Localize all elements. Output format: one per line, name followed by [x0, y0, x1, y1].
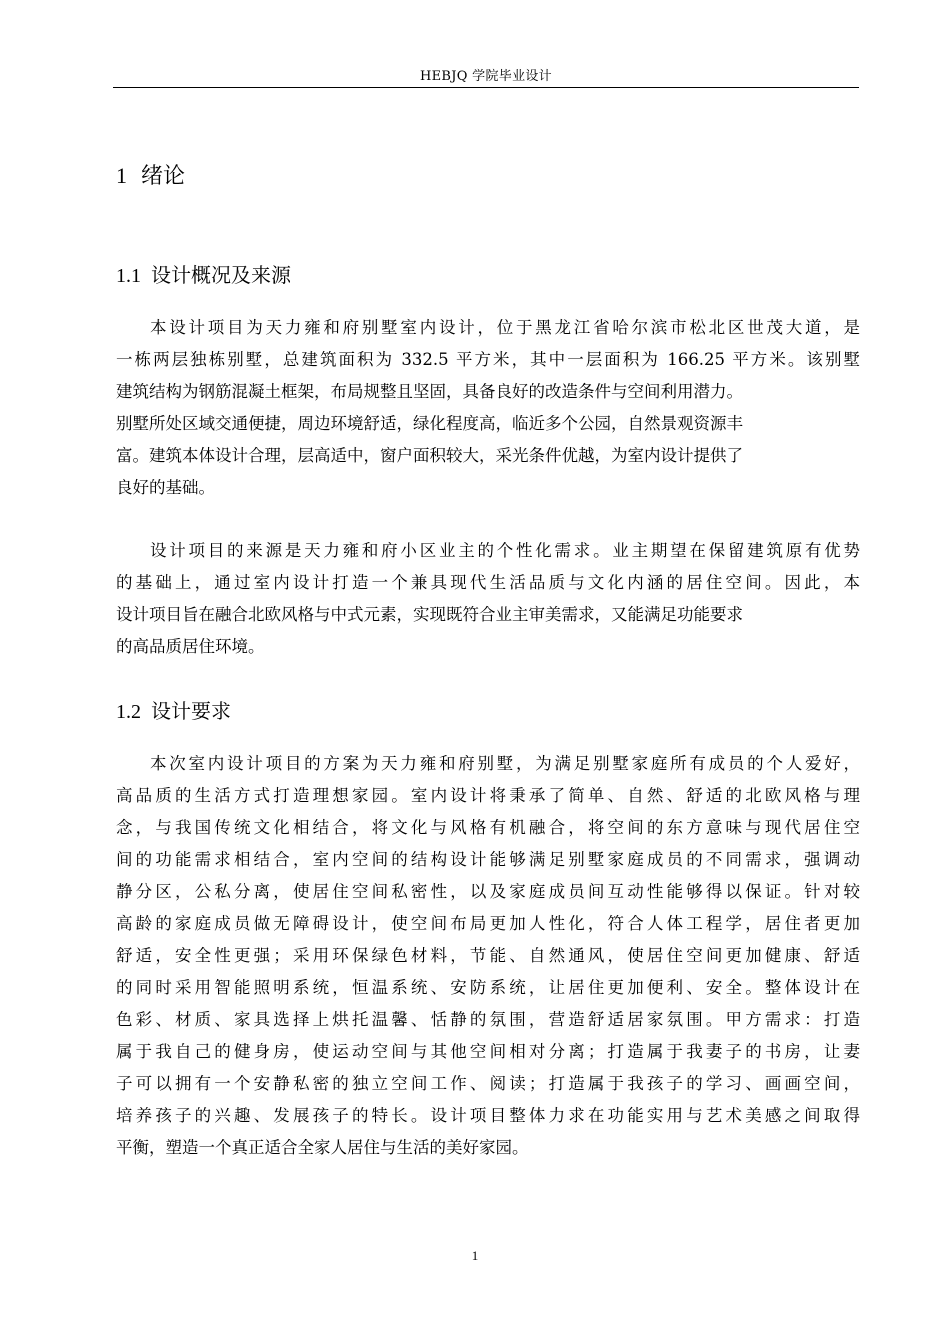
section-title: 设计概况及来源 — [151, 263, 291, 287]
text-line: 设计项目旨在融合北欧风格与中式元素，实现既符合业主审美需求，又能满足功能要求 — [116, 605, 743, 624]
text-line: 的同时采用智能照明系统，恒温系统、安防系统，让居住更加便利、安全。整体设计在 — [116, 978, 860, 997]
text-line: 舒适，安全性更强；采用环保绿色材料，节能、自然通风，使居住空间更加健康、舒适 — [116, 946, 860, 965]
paragraph-design-source — [116, 535, 860, 663]
text-line: 子可以拥有一个安静私密的独立空间工作、阅读；打造属于我孩子的学习、画画空间， — [116, 1074, 860, 1093]
page-header: HEBJQ 学院毕业设计 — [420, 69, 552, 84]
chapter-title: 绪论 — [141, 164, 186, 189]
text-line: 本设计项目为天力雍和府别墅室内设计，位于黑龙江省哈尔滨市松北区世茂大道，是 — [150, 318, 860, 337]
header-divider — [113, 87, 859, 88]
text-line: 高龄的家庭成员做无障碍设计，使空间布局更加人性化，符合人体工程学，居住者更加 — [116, 914, 860, 933]
text-line: 良好的基础。 — [116, 478, 215, 497]
section-title: 设计要求 — [151, 699, 231, 723]
text-line: 静分区，公私分离，使居住空间私密性，以及家庭成员间互动性能够得以保证。针对较 — [116, 882, 860, 901]
text-line: 本次室内设计项目的方案为天力雍和府别墅，为满足别墅家庭所有成员的个人爱好， — [150, 754, 860, 773]
section-number: 1.1 — [116, 265, 141, 287]
text-line: 平衡，塑造一个真正适合全家人居住与生活的美好家园。 — [116, 1138, 529, 1157]
text-line: 设计项目的来源是天力雍和府小区业主的个性化需求。业主期望在保留建筑原有优势 — [150, 541, 860, 560]
section-number: 1.2 — [116, 701, 141, 723]
page-number: 1 — [471, 1248, 479, 1263]
chapter-heading — [116, 162, 185, 191]
text-line: 建筑结构为钢筋混凝土框架，布局规整且坚固，具备良好的改造条件与空间利用潜力。 — [116, 382, 743, 401]
paragraph-design-requirements — [116, 748, 860, 1164]
text-line: 富。建筑本体设计合理，层高适中，窗户面积较大，采光条件优越，为室内设计提供了 — [116, 446, 743, 465]
text-line: 的高品质居住环境。 — [116, 637, 265, 656]
chapter-number: 1 — [116, 163, 127, 188]
text-line: 色彩、材质、家具选择上烘托温馨、恬静的氛围，营造舒适居家氛围。甲方需求：打造 — [116, 1010, 860, 1029]
text-line: 培养孩子的兴趣、发展孩子的特长。设计项目整体力求在功能实用与艺术美感之间取得 — [116, 1106, 860, 1125]
text-line: 属于我自己的健身房，使运动空间与其他空间相对分离；打造属于我妻子的书房，让妻 — [116, 1042, 860, 1061]
text-line: 别墅所处区域交通便捷，周边环境舒适，绿化程度高，临近多个公园，自然景观资源丰 — [116, 414, 743, 433]
text-line: 念，与我国传统文化相结合，将文化与风格有机融合，将空间的东方意味与现代居住空 — [116, 818, 860, 837]
text-line: 的基础上，通过室内设计打造一个兼具现代生活品质与文化内涵的居住空间。因此，本 — [116, 573, 860, 592]
text-line: 一栋两层独栋别墅，总建筑面积为 332.5 平方米，其中一层面积为 166.25 平方米。该别墅 — [116, 350, 860, 369]
text-line: 高品质的生活方式打造理想家园。室内设计将秉承了简单、自然、舒适的北欧风格与理 — [116, 786, 860, 805]
text-line: 间的功能需求相结合，室内空间的结构设计能够满足别墅家庭成员的不同需求，强调动 — [116, 850, 860, 869]
section-heading-1-2 — [116, 698, 231, 725]
paragraph-design-overview — [116, 312, 860, 504]
section-heading-1-1 — [116, 262, 291, 289]
